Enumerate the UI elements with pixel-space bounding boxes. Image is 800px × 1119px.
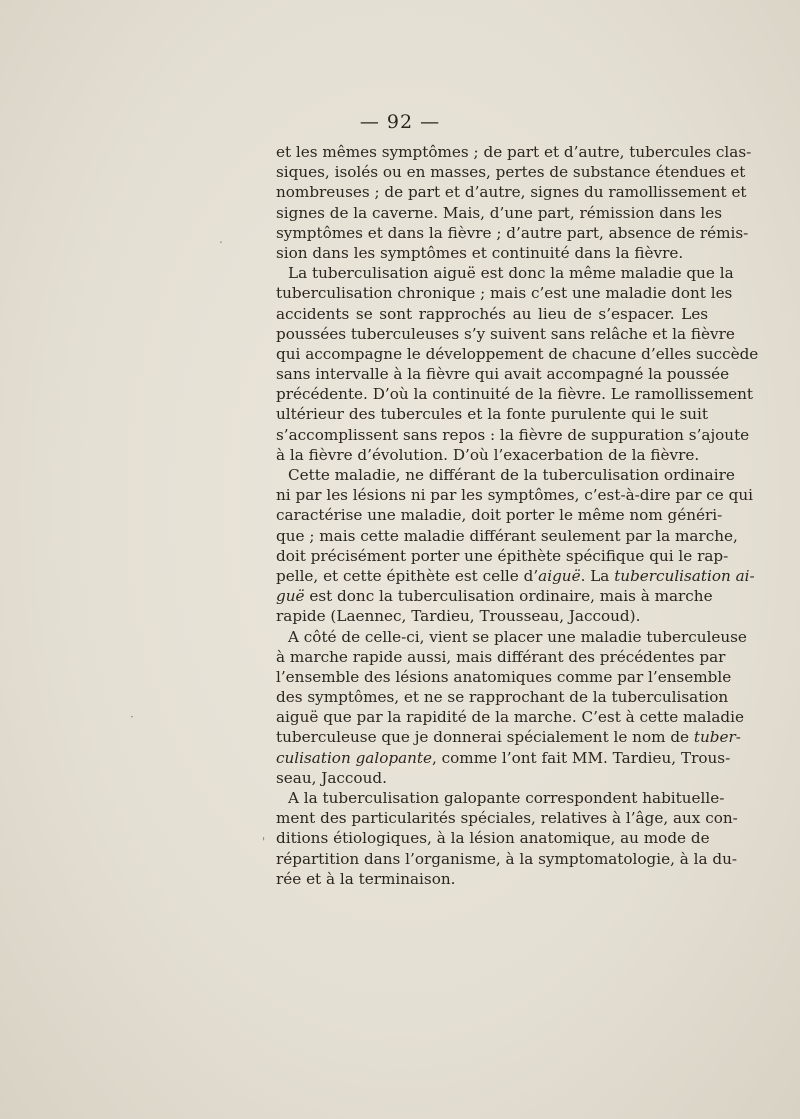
italic-text: tuber-: [693, 728, 741, 747]
text-line: [276, 748, 731, 768]
text-line: [276, 707, 744, 727]
text-line: [276, 384, 753, 404]
line-text: s’accomplissent sans repos : la fièvre de suppuration s’ajoute: [276, 425, 750, 444]
text-line: [276, 727, 741, 747]
line-text: ultérieur des tubercules et la fonte purulente qui le suit: [276, 405, 708, 424]
text-line: [276, 627, 747, 647]
text-line: [276, 808, 738, 828]
line-text: . La: [580, 566, 615, 585]
margin-speck: .: [219, 232, 223, 246]
line-text: ment des particularités spéciales, relatives à l’âge, aux con-: [276, 809, 738, 828]
text-line: [276, 223, 749, 243]
line-text: tuberculisation chronique ; mais c’est une maladie dont les: [276, 284, 733, 303]
line-text: ditions étiologiques, à la lésion anatomique, au mode de: [276, 829, 710, 848]
text-line: [276, 566, 755, 586]
text-line: [276, 647, 726, 667]
line-text: et les mêmes symptômes ; de part et d’autre, tubercules clas-: [276, 143, 752, 161]
line-text: est donc la tuberculisation ordinaire, mais à marche: [304, 587, 713, 606]
line-text: aiguë que par la rapidité de la marche. C’est à cette maladie: [276, 708, 744, 727]
text-line: [276, 324, 735, 344]
line-text: tuberculeuse que je donnerai spécialement le nom de: [276, 728, 694, 747]
text-line: [276, 304, 708, 324]
line-text: des symptômes, et ne se rapprochant de la tuberculisation: [276, 688, 729, 707]
line-text: nombreuses ; de part et d’autre, signes du ramollissement et: [276, 183, 747, 202]
line-text: doit précisément porter une épithète spécifique qui le rap-: [276, 546, 729, 565]
line-text: , comme l’ont fait MM. Tardieu, Trous-: [432, 748, 731, 767]
line-text: rée et à la terminaison.: [276, 869, 456, 888]
line-text: siques, isolés ou en masses, pertes de substance étendues et: [276, 163, 746, 182]
margin-speck: ·: [130, 710, 134, 724]
line-text: qui accompagne le développement de chacune d’elles succède: [276, 344, 759, 363]
line-text: sans intervalle à la fièvre qui avait accompagné la poussée: [276, 365, 730, 384]
text-line: [276, 505, 723, 525]
line-text: seau, Jaccoud.: [276, 768, 387, 787]
page-number: — 92 —: [359, 111, 441, 133]
text-line: [276, 485, 753, 505]
line-text: Cette maladie, ne différant de la tuberculisation ordinaire: [288, 466, 735, 484]
line-text: rapide (Laennec, Tardieu, Trousseau, Jaccoud).: [276, 607, 641, 626]
text-line: [276, 849, 738, 869]
line-text: signes de la caverne. Mais, d’une part, rémission dans les: [276, 203, 723, 222]
line-text: que ; mais cette maladie différant seulement par la marche,: [276, 526, 738, 545]
line-text: répartition dans l’organisme, à la symptomatologie, à la du-: [276, 849, 738, 868]
line-text: caractérise une maladie, doit porter le même nom généri-: [276, 506, 723, 525]
text-line: [276, 788, 725, 808]
margin-speck: ': [262, 835, 266, 849]
line-text: symptômes et dans la fièvre ; d’autre part, absence de rémis-: [276, 223, 749, 242]
text-line: [276, 404, 708, 424]
text-line: [276, 869, 708, 889]
body-text: [276, 142, 759, 889]
italic-text: aiguë: [538, 566, 581, 585]
text-line: [276, 586, 713, 606]
line-text: accidents se sont rapprochés au lieu de s’espacer. Les: [276, 304, 708, 323]
text-line: [276, 364, 730, 384]
line-text: l’ensemble des lésions anatomiques comme par l’ensemble: [276, 667, 732, 686]
italic-text: culisation galopante: [276, 748, 432, 767]
text-line: [276, 142, 752, 162]
text-line: [276, 606, 708, 626]
text-line: [276, 344, 759, 364]
line-text: A la tuberculisation galopante correspondent habituelle-: [288, 789, 725, 807]
line-text: A côté de celle-ci, vient se placer une maladie tuberculeuse: [288, 627, 747, 646]
text-line: [276, 687, 729, 707]
text-line: [276, 162, 746, 182]
line-text: à marche rapide aussi, mais différant des précédentes par: [276, 647, 726, 666]
line-text: sion dans les symptômes et continuité dans la fièvre.: [276, 243, 684, 262]
text-line: [276, 445, 708, 465]
text-line: [276, 828, 708, 848]
text-line: [276, 203, 723, 223]
italic-text: tuberculisation ai-: [614, 566, 755, 585]
line-text: pelle, et cette épithète est celle d’: [276, 566, 539, 585]
text-line: [276, 465, 735, 485]
line-text: ni par les lésions ni par les symptômes, c’est-à-dire par ce qui: [276, 486, 753, 505]
text-line: [276, 526, 738, 546]
text-line: [276, 182, 747, 202]
text-line: [276, 263, 734, 283]
text-line: [276, 243, 708, 263]
line-text: poussées tuberculeuses s’y suivent sans relâche et la fièvre: [276, 324, 735, 343]
italic-text: guë: [276, 587, 305, 606]
text-line: [276, 768, 708, 788]
text-line: [276, 283, 733, 303]
text-line: [276, 546, 729, 566]
line-text: La tuberculisation aiguë est donc la même maladie que la: [288, 264, 734, 283]
text-line: [276, 667, 732, 687]
text-line: [276, 425, 750, 445]
line-text: à la fièvre d’évolution. D’où l’exacerbation de la fièvre.: [276, 445, 700, 464]
line-text: précédente. D’où la continuité de la fièvre. Le ramollissement: [276, 385, 753, 404]
